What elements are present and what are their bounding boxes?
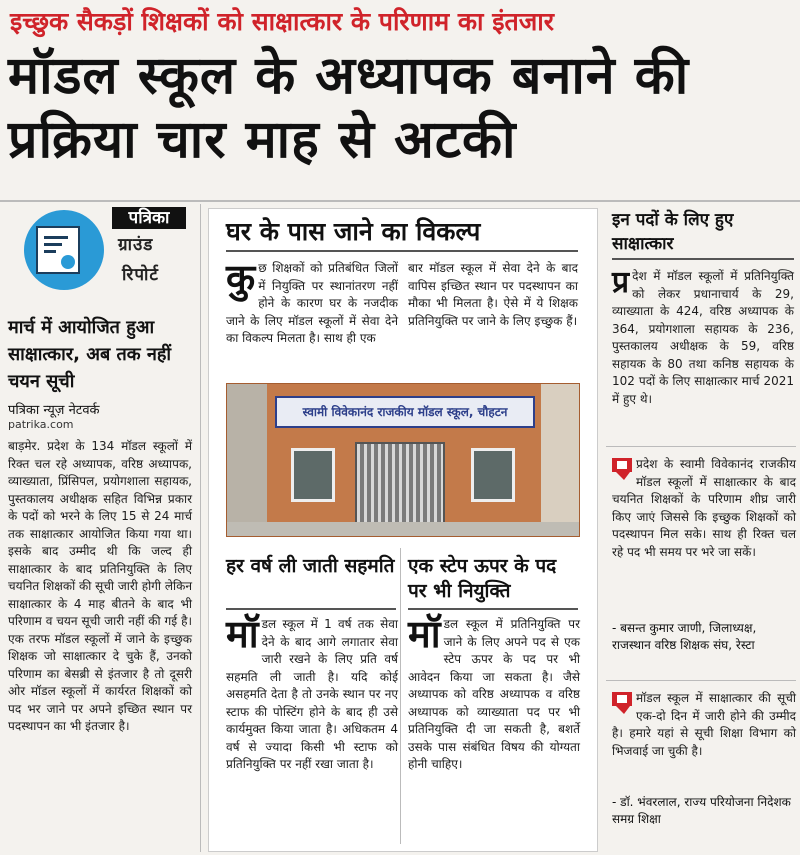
- drop-cap: मॉ: [226, 612, 259, 656]
- middle-col1: [226, 256, 398, 348]
- middle-col2-text: बार मॉडल स्कूल में सेवा देने के बाद वापिस इच्छित स्थान पर पदस्थापन का मौका भी मिलता है। ऐसे में ये शिक्षक प्रतिनियुक्ति पर जाने के लिए इच्छुक हैं।: [408, 261, 578, 328]
- ground-label: ग्राउंड: [118, 235, 154, 255]
- website: patrika.com: [8, 418, 74, 431]
- brand-label: पत्रिका: [112, 207, 186, 229]
- section2-rule: [408, 608, 578, 610]
- report-chart-icon: [36, 226, 80, 274]
- quote1-text: प्रदेश के स्वामी विवेकानंद राजकीय मॉडल स्कूलों में साक्षात्कार के बाद चयनित शिक्षकों के परिणाम शीघ्र जारी किए जाएं जिससे कि इच्छुक शिक्षकों को पदस्थापन मिल सके। साथ ही रिक्त चल रहे पद भी समय पर भरे जा सकें।: [612, 457, 796, 559]
- middle-col1-text: छ शिक्षकों को प्रतिबंधित जिलों में नियुक्ति पर स्थानांतरण नहीं होने के कारण घर के नजदीक जाने के लिए मॉडल स्कूलों में सेवा देने का विकल्प मिलता है। साथ ही एक: [226, 261, 398, 345]
- inner-divider: [400, 548, 401, 844]
- right-body-text: देश में मॉडल स्कूलों में प्रतिनियुक्ति को लेकर प्रधानाचार्य के 29, व्याख्याता के 424, वरिष्ठ अध्यापक के 364, प्रयोगशाला सहायक के 236, पुस्तकालय अधीक्षक के 59, वरिष्ठ सहायक के 80 तथा कनिष्ठ सहायक के 102 पदों के लिए साक्षात्कार मार्च 2021 में हुए थे।: [612, 269, 794, 406]
- section1-text: डल स्कूल में 1 वर्ष तक सेवा देने के बाद आगे लगातार सेवा जारी रखने के लिए प्रति वर्ष सहमति ली जाती है। यदि कोई असहमति देता है तो उनके स्थान पर नए स्टाफ की पोस्टिंग होने के बाद ही उसे कार्यमुक्त किया जाता है। अधिकतम 4 वर्ष से ज्यादा किसी भी स्टाफ को प्रतिनियुक्ति पर नहीं रखा जाता है।: [226, 617, 398, 771]
- left-body-text: बाड़मेर. प्रदेश के 134 मॉडल स्कूलों में रिक्त चल रहे अध्यापक, वरिष्ठ अध्यापक, व्याख्याता, प्रिंसिपल, प्रयोगशाला सहायक, पुस्तकालय अधीक्षक सहित विभिन्न प्रकार के पदों को भरने के लिए 15 से 24 मार्च तक साक्षात्कार आयोजित किया गया था। इसके बाद उम्मीद थी कि जल्द ही साक्षात्कार के बाद प्रतिनियुक्ति के लिए चयनित शिक्षकों की सूची जारी होगी लेकिन साक्षात्कार के 4 माह बीतने के बाद भी परिणाम व चयन सूची जारी नहीं की गई है। एक तरफ मॉडल स्कूलों में जाने के इच्छुक शिक्षक जो साक्षात्कार दे चुके हैं, उनको परिणाम का बेसब्री से इंतजार है तो दूसरी ओर मॉडल स्कूलों में कार्यरत शिक्षकों को पद भर जाने पर अपने इच्छित स्थान पर पदस्थापन का भी इंतजार है।: [8, 439, 192, 733]
- drop-cap: प्र: [612, 265, 630, 300]
- drop-cap: कु: [226, 256, 256, 300]
- section2-title: एक स्टेप ऊपर के पद पर भी नियुक्ति: [408, 555, 557, 602]
- section1-title: हर वर्ष ली जाती सहमति: [226, 555, 395, 577]
- divider: [0, 200, 800, 202]
- middle-title: घर के पास जाने का विकल्प: [226, 217, 481, 246]
- quote1: [612, 456, 796, 561]
- divider: [606, 446, 796, 447]
- main-headline: मॉडल स्कूल के अध्यापक बनाने की प्रक्रिया चार माह से अटकी: [8, 46, 690, 170]
- quote-icon: [612, 458, 632, 480]
- section2: [408, 612, 580, 774]
- right-title: इन पदों के लिए हुए साक्षात्कार: [612, 210, 734, 254]
- quote-icon: [612, 692, 632, 714]
- school-gate: [355, 442, 445, 530]
- photo-sign: स्वामी विवेकानंद राजकीय मॉडल स्कूल, चौहटन: [275, 396, 535, 428]
- quote2: [612, 690, 796, 760]
- right-title-rule: [612, 258, 794, 260]
- title-rule: [226, 250, 578, 252]
- drop-cap: मॉ: [408, 612, 441, 656]
- quote2-text: मॉडल स्कूल में साक्षात्कार की सूची एक-दो दिन में जारी होने की उम्मीद है। हमारे यहां से सूची शिक्षा विभाग को भिजवाई जा चुकी है।: [612, 691, 796, 758]
- report-label: रिपोर्ट: [122, 265, 159, 285]
- school-photo: [226, 383, 580, 537]
- left-subheading: मार्च में आयोजित हुआ साक्षात्कार, अब तक नहीं चयन सूची: [8, 317, 172, 392]
- column-divider: [200, 204, 201, 852]
- kicker-headline: इच्छुक सैकड़ों शिक्षकों को साक्षात्कार के परिणाम का इंतजार: [10, 7, 555, 36]
- signature1: - बसन्त कुमार जाणी, जिलाध्यक्ष, राजस्थान वरिष्ठ शिक्षक संघ, रेस्टा: [612, 621, 757, 652]
- byline: पत्रिका न्यूज़ नेटवर्क: [8, 403, 100, 418]
- section2-text: डल स्कूल में प्रतिनियुक्ति पर जाने के लिए अपने पद से एक स्टेप ऊपर के पद पर भी आवेदन किया जा सकता है। जैसे अध्यापक को वरिष्ठ अध्यापक व वरिष्ठ अध्यापक को व्याख्याता पद पर भी प्रतिनियुक्ति दी जा सकती है, बशर्ते उसके पास संबंधित विषय की योग्यता होनी चाहिए।: [408, 617, 580, 771]
- signature2: - डॉ. भंवरलाल, राज्य परियोजना निदेशक समग्र शिक्षा: [612, 795, 791, 826]
- section1-rule: [226, 608, 396, 610]
- divider: [606, 680, 796, 681]
- right-body: [612, 265, 794, 408]
- section1: [226, 612, 398, 774]
